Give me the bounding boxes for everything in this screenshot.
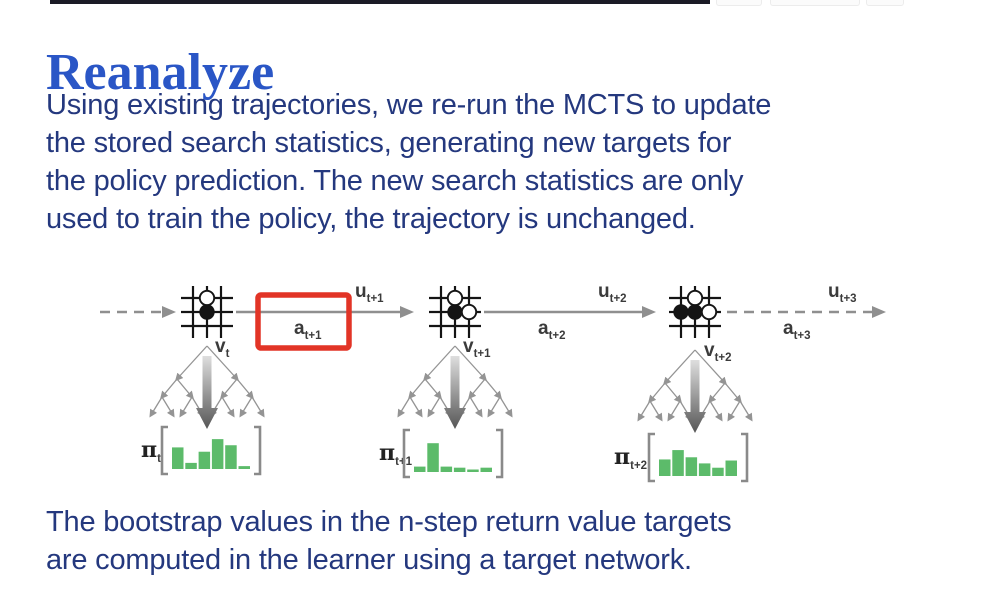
go-board-state-t1 — [429, 286, 481, 338]
policy-label-pi-t1: $\pi_{t+1}$ — [379, 440, 413, 468]
policy-label-pi-t: $\pi_t$ — [141, 437, 161, 465]
reward-label-u-t3: $u_{t+3}$ — [828, 281, 857, 305]
action-label-a-t1: $a_{t+1}$ — [294, 318, 322, 342]
policy-bar-chart-t2 — [649, 434, 747, 481]
reward-label-u-t1: $u_{t+1}$ — [355, 281, 384, 305]
policy-label-pi-t2: $\pi_{t+2}$ — [614, 444, 648, 472]
mcts-tree-t — [151, 346, 263, 429]
action-label-a-t2: $a_{t+2}$ — [538, 318, 566, 342]
go-board-state-t — [181, 286, 233, 338]
top-edge-ghost-element — [866, 0, 904, 6]
intro-paragraph — [46, 86, 771, 238]
muzero-trajectory-diagram — [0, 272, 992, 490]
go-board-state-t2 — [669, 286, 721, 338]
mcts-tree-t2 — [639, 350, 751, 433]
top-edge-ghost-element — [770, 0, 860, 6]
policy-bar-chart-t1 — [404, 430, 502, 477]
footer-line: are computed in the learner using a target network. — [46, 544, 692, 576]
footer-paragraph — [46, 503, 731, 579]
policy-bar-chart-t — [162, 427, 260, 474]
top-edge-bar — [50, 0, 710, 4]
intro-line: the stored search statistics, generating new targets for — [46, 127, 732, 159]
intro-line: Using existing trajectories, we re-run the MCTS to update — [46, 89, 772, 121]
action-label-a-t3: $a_{t+3}$ — [783, 318, 811, 342]
mcts-tree-t1 — [399, 346, 511, 429]
value-label-v-t1: $v_{t+1}$ — [463, 336, 491, 360]
footer-line: The bootstrap values in the n-step return value targets — [46, 506, 732, 538]
top-edge-ghost-element — [716, 0, 762, 6]
intro-line: used to train the policy, the trajectory is unchanged. — [46, 203, 696, 235]
intro-line: the policy prediction. The new search statistics are only — [46, 165, 744, 197]
reward-label-u-t2: $u_{t+2}$ — [598, 281, 627, 305]
slide-title: Reanalyze — [46, 43, 275, 101]
value-label-v-t2: $v_{t+2}$ — [704, 340, 732, 364]
value-label-v-t: $v_t$ — [215, 336, 230, 360]
